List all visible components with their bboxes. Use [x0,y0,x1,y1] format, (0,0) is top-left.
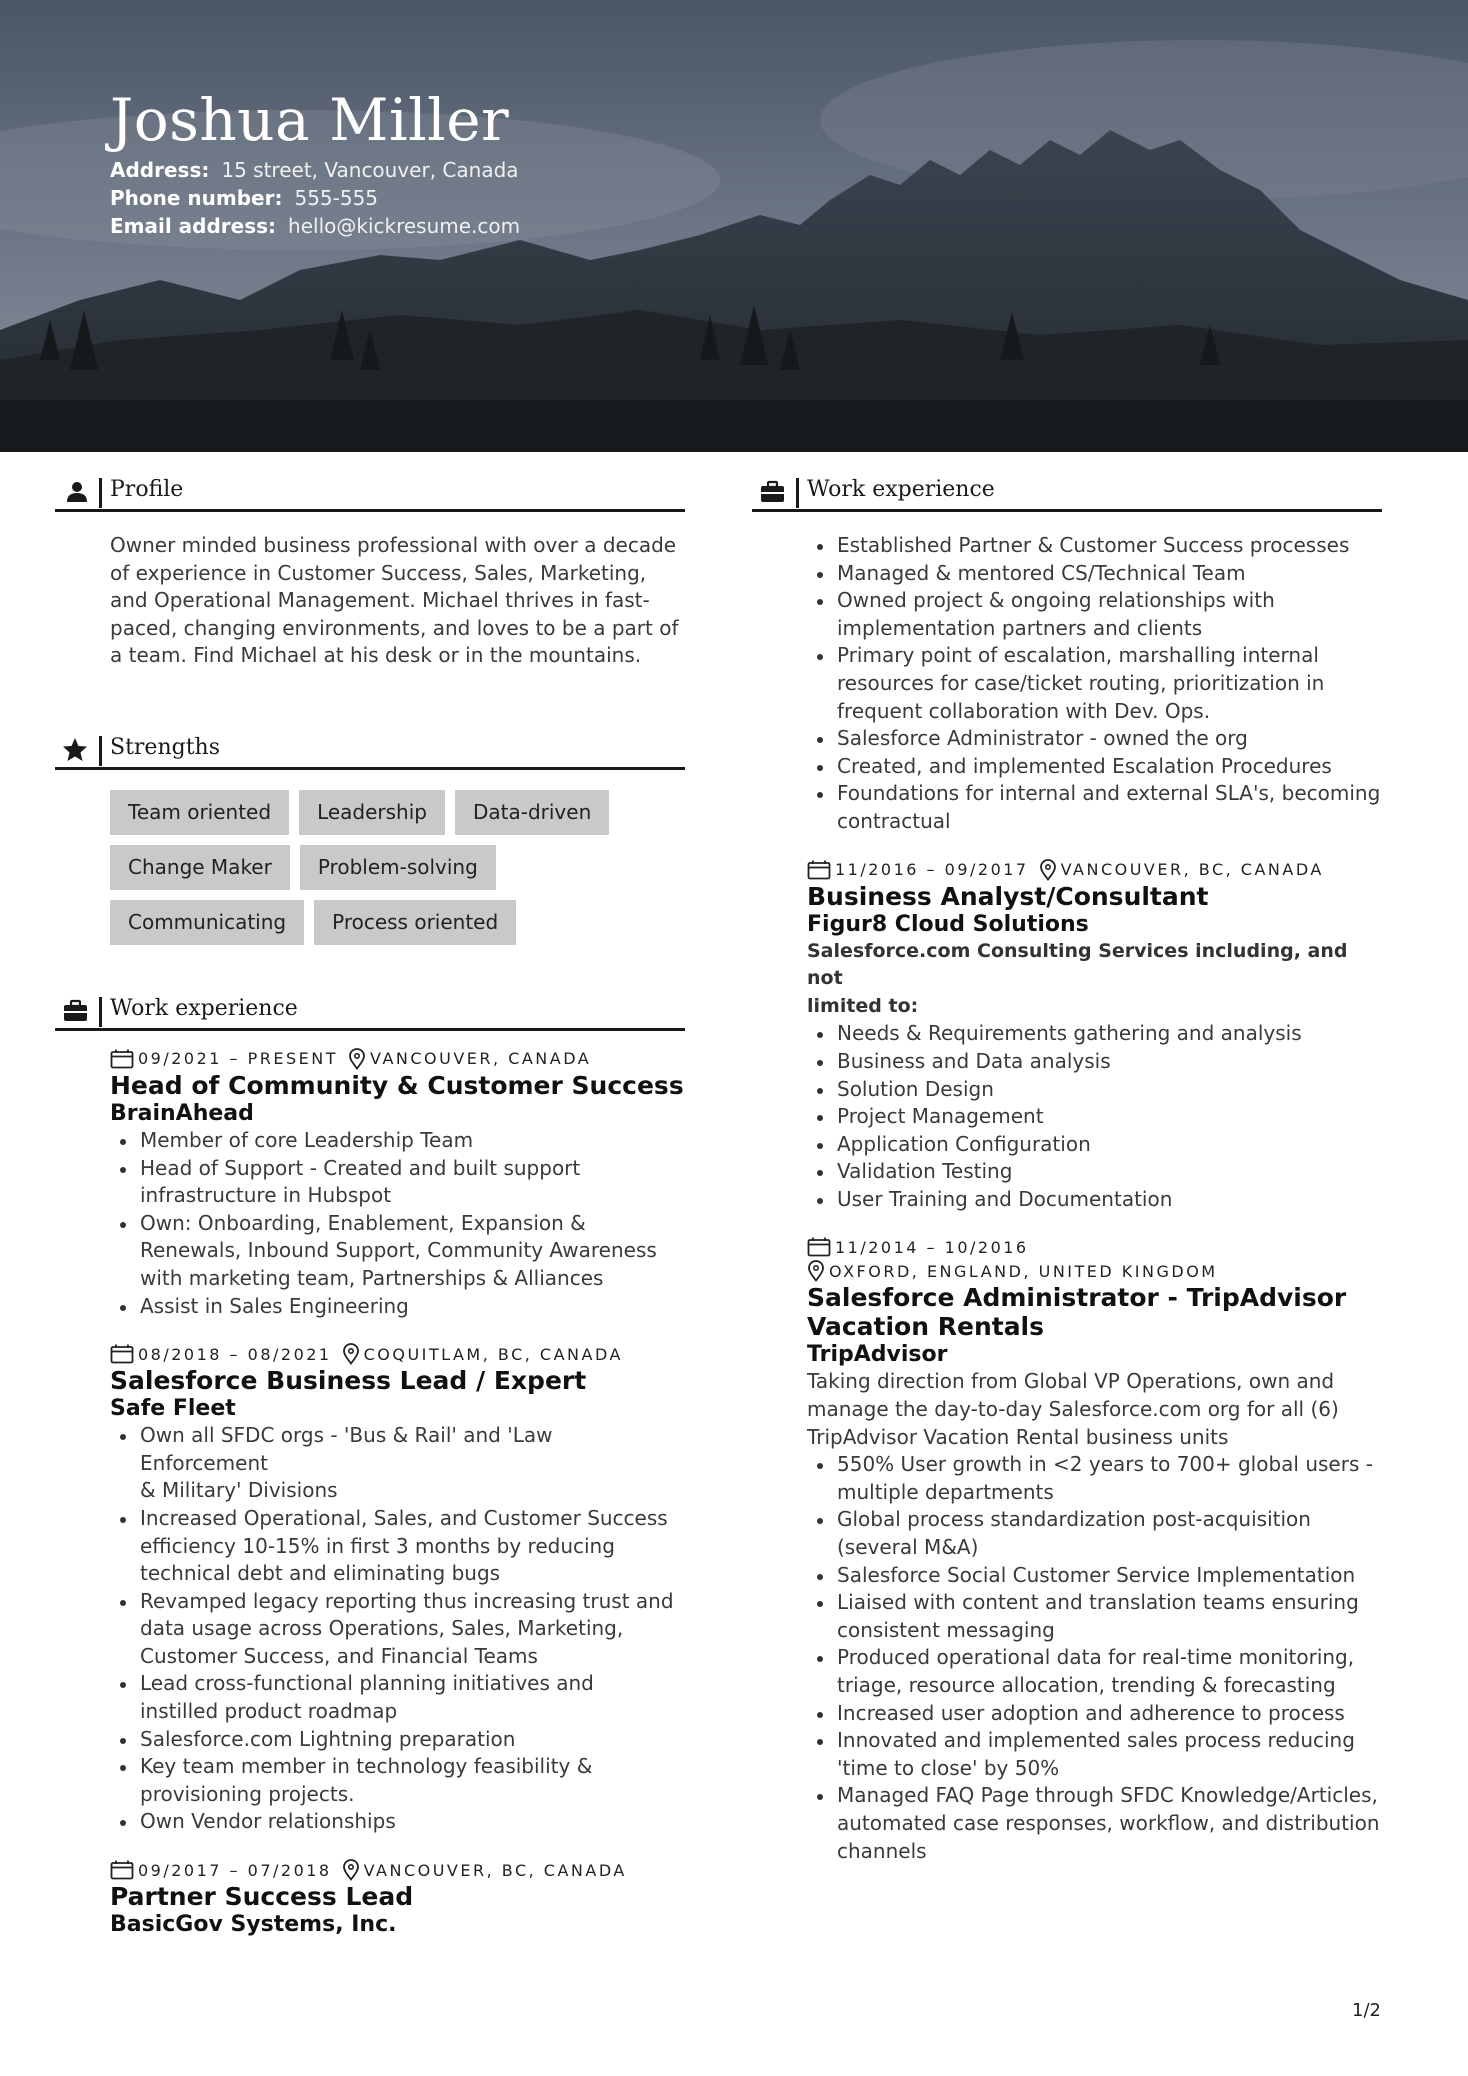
bullet-item: Needs & Requirements gathering and analysis [807,1020,1382,1048]
job-title: Salesforce Administrator - TripAdvisor Vacation Rentals [807,1283,1347,1342]
profile-section [55,476,685,670]
bullet-item: Project Management [807,1103,1382,1131]
location-pin-icon [1039,859,1057,881]
job-company: Safe Fleet [110,1396,236,1422]
job-location: COQUITLAM, BC, CANADA [363,1344,623,1364]
right-column [752,476,1382,1887]
job-bullets [807,1020,1382,1213]
email-line [110,212,520,240]
contact-info [110,156,520,240]
job-meta [807,858,1382,882]
bullet-item: Primary point of escalation, marshalling internal resources for case/ticket routing, prioritization in frequent collaboration with Dev. Ops. [807,642,1382,725]
profile-line: a team. Find Michael at his desk or in the mountains. [110,643,642,668]
heading-divider [99,997,102,1027]
location-pin-icon [807,1260,825,1282]
person-icon [61,478,89,506]
bullet-item: Salesforce Social Customer Service Implementation [807,1562,1382,1590]
profile-line: and Operational Management. Michael thrives in fast- [110,588,650,613]
job-title: Salesforce Business Lead / Expert [110,1366,587,1396]
heading-divider [99,736,102,766]
profile-line: Owner minded business professional with over a decade [110,533,677,557]
bullet-item: Lead cross-functional planning initiatives and instilled product roadmap [110,1670,685,1725]
bullet-item: Member of core Leadership Team [110,1127,685,1155]
job-entry [110,1342,685,1836]
job-entry [110,1047,685,1320]
job-location: VANCOUVER, BC, CANADA [363,1860,627,1880]
email-label: Email address: [110,214,277,238]
job-title: Partner Success Lead [110,1882,414,1912]
bullet-item: Own: Onboarding, Enablement, Expansion & Renewals, Inbound Support, Community Awareness with marketing team, Partnerships & Alliances [110,1210,685,1293]
bullet-item: Managed FAQ Page through SFDC Knowledge/Articles, automated case responses, workflow, and distribution channels [807,1782,1382,1865]
job-meta [110,1047,685,1071]
work-experience-section [55,995,685,1938]
address-value: 15 street, Vancouver, Canada [221,158,519,182]
star-icon [61,736,89,764]
bullet-item: Key team member in technology feasibility & provisioning projects. [110,1753,685,1808]
phone-value: 555-555 [294,186,379,210]
job-meta [110,1858,685,1882]
bullet-item: Increased user adoption and adherence to process [807,1700,1382,1728]
strength-chip: Communicating [110,900,304,945]
job-entry [110,1858,685,1938]
profile-title: Profile [110,477,184,502]
profile-line: paced, changing environments, and loves to be a part of [110,615,679,640]
strength-chip: Team oriented [110,790,289,835]
job-location: VANCOUVER, BC, CANADA [1060,860,1324,880]
bullet-item: Liaised with content and translation teams ensuring consistent messaging [807,1589,1382,1644]
strength-chip: Change Maker [110,845,290,890]
address-label: Address: [110,158,210,182]
job-company: BrainAhead [110,1100,254,1126]
profile-line: of experience in Customer Success, Sales, Marketing, [110,560,647,585]
strength-chip: Leadership [299,790,445,835]
work-experience-heading [55,995,685,1031]
job-company: BasicGov Systems, Inc. [110,1912,397,1938]
work-experience-title: Work experience [110,995,298,1021]
job-meta-location [807,1259,1382,1283]
bullet-item: Salesforce Administrator - owned the org [807,725,1382,753]
job-bullets [807,532,1382,836]
briefcase-icon [758,478,786,506]
job-location: VANCOUVER, CANADA [370,1049,592,1069]
calendar-icon [110,1344,134,1364]
location-pin-icon [342,1343,360,1365]
job-dates: 09/2017 – 07/2018 [138,1860,332,1880]
left-column [55,476,685,1960]
page-number: 1/2 [1352,2000,1381,2021]
job-meta [807,1235,1382,1259]
bullet-item: Business and Data analysis [807,1048,1382,1076]
bullet-item: Own all SFDC orgs - 'Bus & Rail' and 'Law Enforcement & Military' Divisions [110,1422,685,1505]
location-pin-icon [342,1859,360,1881]
bullet-item: Revamped legacy reporting thus increasing trust and data usage across Operations, Sales, Marketing, Customer Success, and Financial Teams [110,1588,685,1671]
job-location: OXFORD, ENGLAND, UNITED KINGDOM [829,1261,1218,1281]
strengths-section [55,734,685,945]
heading-divider [99,478,102,508]
bullet-item: Assist in Sales Engineering [110,1293,685,1321]
job-meta [110,1342,685,1366]
bullet-item: Innovated and implemented sales process reducing 'time to close' by 50% [807,1727,1382,1782]
work-experience-heading [752,476,1382,512]
briefcase-icon [61,997,89,1025]
bullet-item: Increased Operational, Sales, and Customer Success efficiency 10-15% in first 3 months by reducing technical debt and eliminating bugs [110,1505,685,1588]
bullet-item: Produced operational data for real-time monitoring, triage, resource allocation, trending & forecasting [807,1644,1382,1699]
work-experience-title: Work experience [807,477,995,502]
bullet-item: Salesforce.com Lightning preparation [110,1726,685,1754]
calendar-icon [110,1860,134,1880]
job-title: Head of Community & Customer Success [110,1070,684,1100]
location-pin-icon [348,1048,366,1070]
job-bullets [807,1451,1382,1865]
job-title: Business Analyst/Consultant [807,881,1209,911]
job-subtitle: Salesforce.com Consulting Services including, and not limited to: [807,939,1348,1017]
bullet-item: Established Partner & Customer Success processes [807,532,1382,560]
bullet-item: Global process standardization post-acquisition (several M&A) [807,1506,1382,1561]
bullet-item: Foundations for internal and external SLA's, becoming contractual [807,780,1382,835]
job-dates: 08/2018 – 08/2021 [138,1344,332,1364]
strengths-title: Strengths [110,734,220,760]
bullet-item: Application Configuration [807,1131,1382,1159]
work-experience-continued-section [752,476,1382,1865]
job-company: Figur8 Cloud Solutions [807,911,1089,937]
job-dates: 11/2014 – 10/2016 [835,1237,1029,1257]
phone-line [110,184,520,212]
email-value[interactable]: hello@kickresume.com [288,214,521,238]
bullet-item: Owned project & ongoing relationships with implementation partners and clients [807,587,1382,642]
job-dates: 09/2021 – PRESENT [138,1049,339,1069]
heading-divider [796,478,799,508]
job-dates: 11/2016 – 09/2017 [835,860,1029,880]
calendar-icon [807,1237,831,1257]
bullet-item: Own Vendor relationships [110,1808,685,1836]
bullet-item: Validation Testing [807,1158,1382,1186]
profile-text [55,532,685,670]
bullet-item: User Training and Documentation [807,1186,1382,1214]
bullet-item: Head of Support - Created and built support infrastructure in Hubspot [110,1155,685,1210]
strength-chips [55,790,685,945]
header-banner [0,0,1468,452]
bullet-item: Created, and implemented Escalation Procedures [807,753,1382,781]
bullet-item: 550% User growth in <2 years to 700+ global users - multiple departments [807,1451,1382,1506]
job-company: TripAdvisor [807,1342,948,1368]
calendar-icon [807,860,831,880]
profile-heading [55,476,685,512]
phone-label: Phone number: [110,186,283,210]
job-bullets [110,1127,685,1320]
strength-chip: Process oriented [314,900,516,945]
strength-chip: Problem-solving [300,845,496,890]
bullet-item: Managed & mentored CS/Technical Team [807,560,1382,588]
job-entry [807,858,1382,1214]
candidate-name: Joshua Miller [110,86,510,154]
job-entry [807,1235,1382,1865]
strength-chip: Data-driven [455,790,609,835]
job-bullets [110,1422,685,1836]
job-description: Taking direction from Global VP Operations, own and manage the day-to-day Salesforce.com org for all (6) TripAdvisor Vacation Rental business units [807,1369,1339,1449]
calendar-icon [110,1049,134,1069]
bullet-item: Solution Design [807,1076,1382,1104]
address-line [110,156,520,184]
strengths-heading [55,734,685,770]
